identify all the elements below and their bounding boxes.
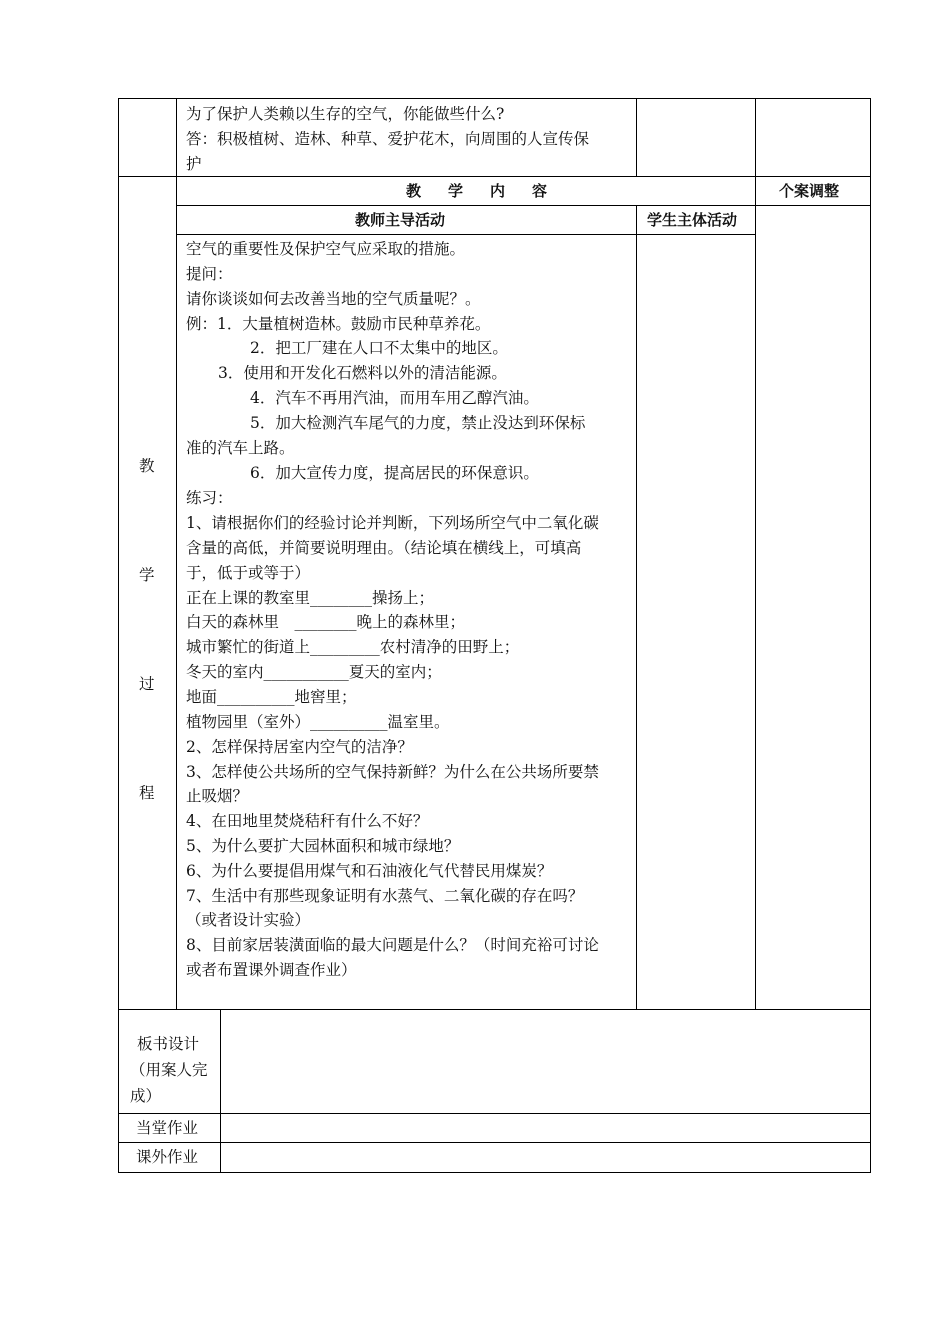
section-label-char: 过 xyxy=(139,675,155,693)
teacher-line: 5．加大检测汽车尾气的力度，禁止没达到环保标 xyxy=(250,414,586,432)
rule-top xyxy=(118,98,871,99)
rule-after-main xyxy=(118,1009,871,1010)
teacher-line: 冬天的室内___________夏天的室内； xyxy=(186,663,442,681)
teacher-line: 止吸烟？ xyxy=(186,787,249,805)
header-teaching-content: 教 学 内 容 xyxy=(406,182,554,200)
teacher-line: 地面__________地窖里； xyxy=(186,688,357,706)
classwork-label: 当堂作业 xyxy=(136,1119,199,1137)
rule-col3 xyxy=(755,98,756,1010)
teacher-line: 白天的森林里 ________晚上的森林里； xyxy=(186,613,466,631)
teacher-line: 植物园里（室外）__________温室里。 xyxy=(186,713,450,731)
rule-after-subheader xyxy=(176,234,756,235)
intro-answer-cont: 护 xyxy=(186,155,202,173)
teacher-line: 7、生活中有那些现象证明有水蒸气、二氧化碳的存在吗？ xyxy=(186,887,584,905)
teacher-line: 练习： xyxy=(186,489,233,507)
teacher-line: 3．使用和开发化石燃料以外的清洁能源。 xyxy=(218,364,507,382)
teacher-line: 含量的高低，并简要说明理由。（结论填在横线上，可填高 xyxy=(186,539,582,557)
teacher-line: 请你谈谈如何去改善当地的空气质量呢？。 xyxy=(186,290,481,308)
rule-after-content-header xyxy=(176,205,871,206)
rule-col2-upper xyxy=(636,98,637,177)
intro-question: 为了保护人类赖以生存的空气，你能做些什么? xyxy=(186,105,505,123)
teacher-line: 1、请根据你们的经验讨论并判断，下列场所空气中二氧化碳 xyxy=(186,514,599,532)
rule-left xyxy=(118,98,119,1173)
teacher-line: 6、为什么要提倡用煤气和石油液化气代替民用煤炭？ xyxy=(186,862,553,880)
teacher-line: 准的汽车上路。 xyxy=(186,439,295,457)
rule-col2-lower xyxy=(636,205,637,1010)
teacher-line: 正在上课的教室里________操扬上； xyxy=(186,589,435,607)
teacher-line: 2、怎样保持居室内空气的洁净？ xyxy=(186,738,413,756)
section-label-char: 教 xyxy=(139,457,155,475)
teacher-line: 8、目前家居装潢面临的最大问题是什么？（时间充裕可讨论 xyxy=(186,936,599,954)
header-teacher-activity: 教师主导活动 xyxy=(355,211,446,229)
section-label-char: 学 xyxy=(139,566,155,584)
teacher-line: 城市繁忙的街道上_________农村清净的田野上； xyxy=(186,638,520,656)
teacher-line: 6．加大宣传力度，提高居民的环保意识。 xyxy=(250,464,539,482)
intro-answer: 答：积极植树、造林、种草、爱护花木，向周围的人宣传保 xyxy=(186,130,590,148)
header-case-adjust: 个案调整 xyxy=(779,182,840,200)
header-student-activity: 学生主体活动 xyxy=(647,211,738,229)
rule-after-intro xyxy=(118,176,871,177)
teacher-line: 于，低于或等于） xyxy=(186,564,311,582)
teacher-line: 5、为什么要扩大园林面积和城市绿地？ xyxy=(186,837,460,855)
rule-after-classwork xyxy=(118,1142,871,1143)
rule-bottom xyxy=(118,1172,871,1173)
rule-after-board xyxy=(118,1113,871,1114)
teacher-line: 提问： xyxy=(186,265,233,283)
teacher-line: 3、怎样使公共场所的空气保持新鲜？为什么在公共场所要禁 xyxy=(186,763,599,781)
section-label-char: 程 xyxy=(139,784,155,802)
teacher-line: 4、在田地里焚烧秸秆有什么不好？ xyxy=(186,812,429,830)
teacher-line: 空气的重要性及保护空气应采取的措施。 xyxy=(186,240,466,258)
teacher-line: 例：1．大量植树造林。鼓励市民种草养花。 xyxy=(186,315,491,333)
board-design-note: （用案人完 xyxy=(130,1061,208,1079)
board-design-note-cont: 成） xyxy=(130,1087,162,1105)
rule-right xyxy=(870,98,871,1173)
teacher-line: 2．把工厂建在人口不太集中的地区。 xyxy=(250,339,508,357)
teacher-line: 或者布置课外调查作业） xyxy=(186,961,357,979)
teacher-line: 4．汽车不再用汽油，而用车用乙醇汽油。 xyxy=(250,389,539,407)
homework-label: 课外作业 xyxy=(136,1148,199,1166)
teacher-line: （或者设计实验） xyxy=(186,911,311,929)
board-design-label: 板书设计 xyxy=(137,1035,200,1053)
rule-col1 xyxy=(176,98,177,1010)
rule-bottom-label-col xyxy=(220,1009,221,1173)
